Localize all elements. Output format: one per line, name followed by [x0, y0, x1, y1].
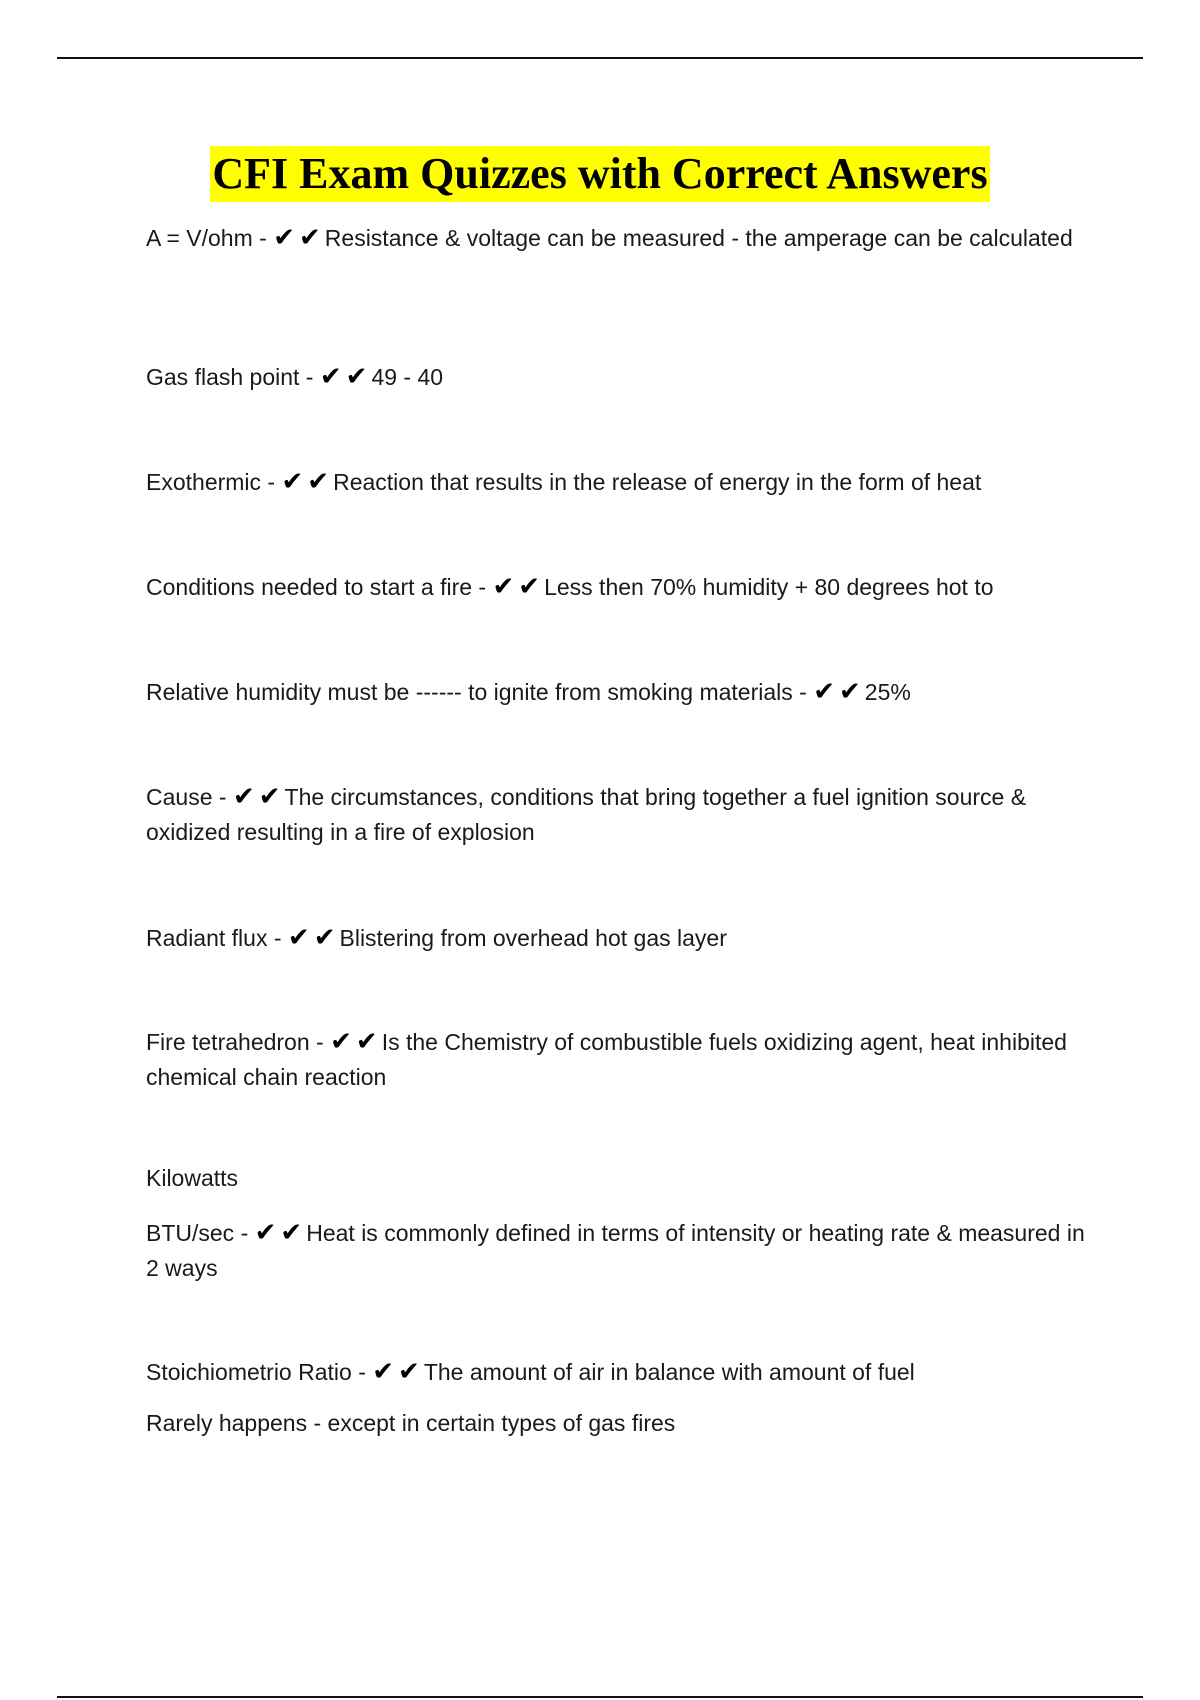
check-icon: ✔: [838, 677, 861, 707]
check-icon: ✔: [319, 362, 342, 392]
check-icon: ✔: [518, 572, 541, 602]
question-text: A = V/ohm -: [146, 225, 274, 251]
question-text: Conditions needed to start a fire -: [146, 574, 493, 600]
answer-text: 49 - 40: [371, 364, 444, 390]
question-text: Cause -: [146, 784, 233, 810]
check-icon: ✔: [287, 923, 310, 953]
check-icon: ✔: [232, 782, 255, 812]
check-icon: ✔: [307, 467, 330, 497]
top-rule: [57, 57, 1143, 59]
question-text: Radiant flux -: [146, 925, 288, 951]
check-icon: ✔: [281, 467, 304, 497]
check-icon: ✔: [258, 782, 281, 812]
qa-item: [146, 780, 1096, 850]
qa-item: [146, 221, 1096, 256]
answer-text: 25%: [864, 679, 911, 705]
question-text: Gas flash point -: [146, 364, 320, 390]
check-icon: ✔: [299, 223, 321, 253]
qa-item: [146, 675, 1096, 710]
answer-text: Resistance & voltage can be measured - the amperage can be calculated: [324, 225, 1073, 251]
check-icon: ✔: [372, 1357, 395, 1387]
answer-text: Blistering from overhead hot gas layer: [339, 925, 727, 951]
answer-text: Heat is commonly defined in terms of intensity or heating rate & measured in 2 ways: [146, 1220, 1085, 1281]
bottom-rule: [57, 1696, 1143, 1698]
question-text: Stoichiometrio Ratio -: [146, 1359, 373, 1385]
answer-text: The circumstances, conditions that bring together a fuel ignition source & oxidized resulting in a fire of explosion: [146, 784, 1027, 845]
check-icon: ✔: [313, 923, 336, 953]
qa-item: [146, 1025, 1096, 1095]
qa-item: [146, 1216, 1096, 1286]
preline-text: Kilowatts: [146, 1165, 239, 1191]
qa-item: [146, 921, 1096, 956]
qa-item: [146, 360, 1096, 395]
answer-text: The amount of air in balance with amount of fuel: [423, 1359, 915, 1385]
question-text: Fire tetrahedron -: [146, 1029, 331, 1055]
check-icon: ✔: [813, 677, 835, 707]
check-icon: ✔: [355, 1027, 378, 1057]
answer-text: Less then 70% humidity + 80 degrees hot to: [544, 574, 994, 600]
qa-item: [146, 1355, 1096, 1390]
qa-item: [146, 570, 1096, 605]
check-icon: ✔: [273, 223, 295, 253]
document-title: CFI Exam Quizzes with Correct Answers: [210, 146, 989, 202]
qa-preline: [146, 1161, 1096, 1196]
check-icon: ✔: [280, 1218, 303, 1248]
question-text: Exothermic -: [146, 469, 282, 495]
check-icon: ✔: [254, 1218, 277, 1248]
answer-text: Is the Chemistry of combustible fuels oxidizing agent, heat inhibited chemical chain reaction: [146, 1029, 1067, 1090]
check-icon: ✔: [398, 1357, 420, 1387]
qa-postline: [146, 1406, 1096, 1441]
answer-text: Reaction that results in the release of energy in the form of heat: [333, 469, 982, 495]
question-text: BTU/sec -: [146, 1220, 255, 1246]
check-icon: ✔: [330, 1027, 352, 1057]
postline-text: Rarely happens - except in certain types of gas fires: [146, 1410, 676, 1436]
check-icon: ✔: [345, 362, 368, 392]
qa-item: [146, 465, 1096, 500]
question-text: Relative humidity must be ------ to ignite from smoking materials -: [146, 679, 814, 705]
check-icon: ✔: [492, 572, 515, 602]
title-container: [0, 146, 1200, 202]
